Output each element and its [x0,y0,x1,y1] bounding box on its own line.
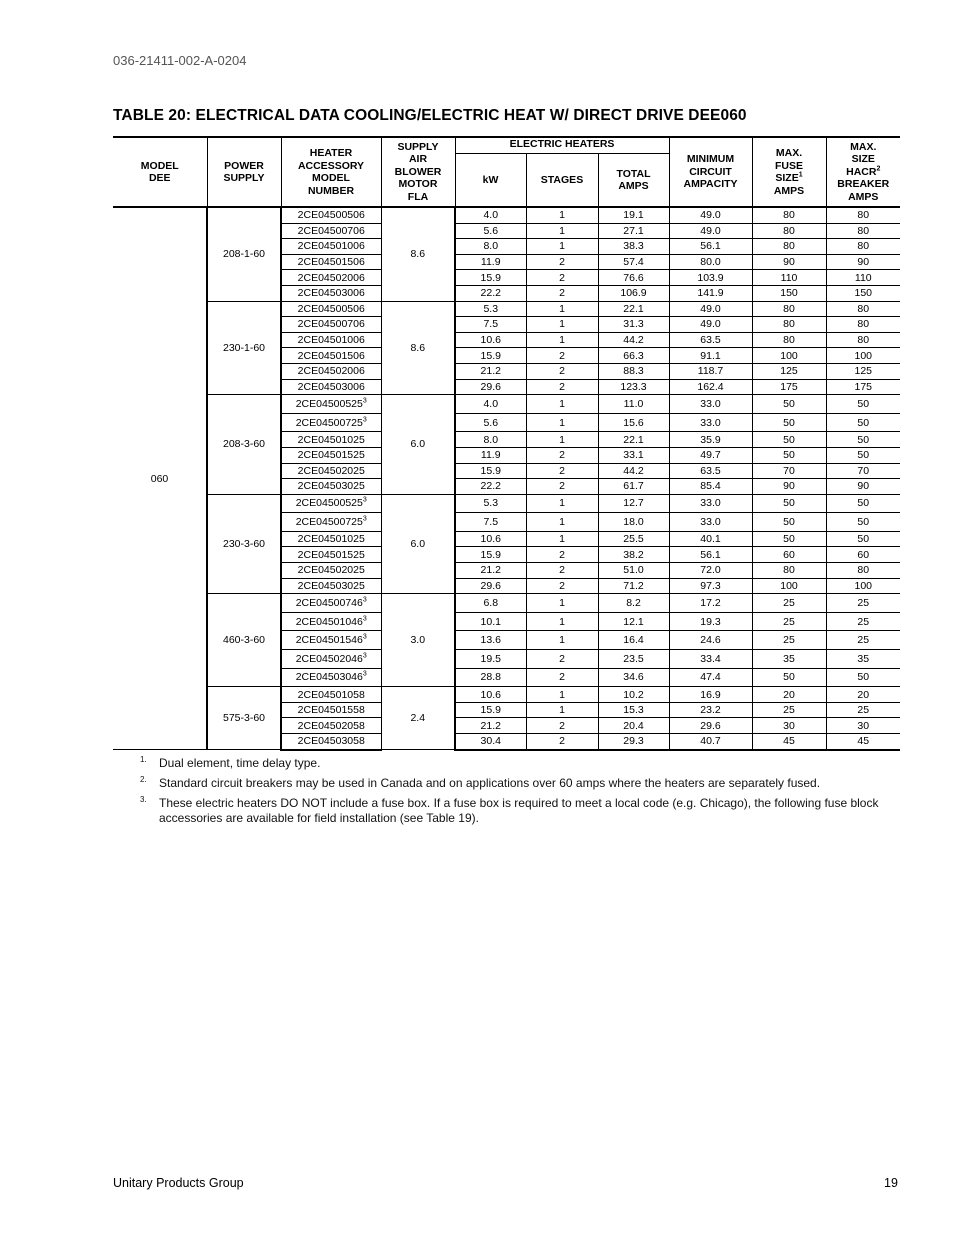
max-fuse-cell: 50 [752,668,826,687]
min-circuit-ampacity-cell: 80.0 [669,254,752,270]
min-circuit-ampacity-cell: 63.5 [669,332,752,348]
heater-model-cell: 2CE04503006 [281,379,381,395]
max-fuse-cell: 80 [752,563,826,579]
kw-cell: 21.2 [455,718,526,734]
min-circuit-ampacity-cell: 33.0 [669,494,752,513]
col-power-supply-header: POWER SUPPLY [207,137,281,207]
supply-fla-cell: 2.4 [381,687,455,750]
heater-model-cell: 2CE04501525 [281,547,381,563]
supply-fla-cell: 6.0 [381,395,455,495]
kw-cell: 22.2 [455,285,526,301]
max-hacr-cell: 80 [826,239,900,255]
table-row [113,687,900,703]
max-hacr-cell: 50 [826,531,900,547]
heater-model-cell: 2CE04501025 [281,531,381,547]
heater-model-cell: 2CE04502025 [281,463,381,479]
max-hacr-cell: 90 [826,479,900,495]
total-amps-cell: 51.0 [598,563,669,579]
total-amps-cell: 12.7 [598,494,669,513]
heater-model-cell: 2CE04501006 [281,239,381,255]
max-fuse-cell: 80 [752,317,826,333]
max-hacr-cell: 50 [826,668,900,687]
total-amps-cell: 57.4 [598,254,669,270]
stages-cell: 1 [526,332,598,348]
max-hacr-cell: 80 [826,563,900,579]
max-fuse-cell: 20 [752,687,826,703]
min-circuit-ampacity-cell: 35.9 [669,432,752,448]
page-number: 19 [884,1176,898,1190]
total-amps-cell: 10.2 [598,687,669,703]
heater-model-cell: 2CE04501046$^3$ [281,612,381,631]
supply-fla-cell: 8.6 [381,301,455,395]
min-circuit-ampacity-cell: 162.4 [669,379,752,395]
electrical-data-table-container [113,136,900,751]
stages-cell: 2 [526,363,598,379]
max-hacr-cell: 80 [826,223,900,239]
total-amps-cell: 19.1 [598,207,669,223]
total-amps-cell: 106.9 [598,285,669,301]
table-row [113,207,900,223]
total-amps-cell: 38.3 [598,239,669,255]
stages-cell: 1 [526,687,598,703]
max-hacr-cell: 50 [826,447,900,463]
heater-model-cell: 2CE04502025 [281,563,381,579]
stages-cell: 1 [526,513,598,532]
total-amps-cell: 34.6 [598,668,669,687]
stages-cell: 1 [526,223,598,239]
stages-cell: 2 [526,578,598,594]
max-hacr-cell: 25 [826,702,900,718]
heater-model-cell: 2CE04500746$^3$ [281,594,381,613]
total-amps-cell: 88.3 [598,363,669,379]
max-fuse-cell: 50 [752,413,826,432]
min-circuit-ampacity-cell: 49.0 [669,317,752,333]
footnotes [140,756,880,831]
kw-cell: 4.0 [455,207,526,223]
heater-model-cell: 2CE04501558 [281,702,381,718]
footer-company: Unitary Products Group [113,1176,244,1190]
heater-model-cell: 2CE04501058 [281,687,381,703]
supply-fla-cell: 8.6 [381,207,455,301]
power-supply-cell: 208-3-60 [207,395,281,495]
total-amps-cell: 12.1 [598,612,669,631]
kw-cell: 7.5 [455,317,526,333]
kw-cell: 15.9 [455,463,526,479]
min-circuit-ampacity-cell: 33.0 [669,413,752,432]
kw-cell: 10.6 [455,531,526,547]
col-max-fuse-header: MAX. FUSE SIZE$^1$ AMPS [752,137,826,207]
heater-model-cell: 2CE04501506 [281,254,381,270]
max-fuse-cell: 30 [752,718,826,734]
total-amps-cell: 33.1 [598,447,669,463]
total-amps-cell: 25.5 [598,531,669,547]
heater-model-cell: 2CE04500706 [281,317,381,333]
max-hacr-cell: 50 [826,432,900,448]
max-hacr-cell: 30 [826,718,900,734]
max-fuse-cell: 70 [752,463,826,479]
heater-model-cell: 2CE04501025 [281,432,381,448]
stages-cell: 1 [526,702,598,718]
stages-cell: 1 [526,432,598,448]
kw-cell: 11.9 [455,254,526,270]
heater-model-cell: 2CE04503058 [281,734,381,750]
max-fuse-cell: 60 [752,547,826,563]
max-fuse-cell: 80 [752,332,826,348]
kw-cell: 5.6 [455,413,526,432]
max-fuse-cell: 80 [752,239,826,255]
heater-model-cell: 2CE04501525 [281,447,381,463]
model-cell: 060 [113,207,207,750]
max-fuse-cell: 25 [752,612,826,631]
kw-cell: 19.5 [455,650,526,669]
col-stages-header: STAGES [526,154,598,208]
heater-model-cell: 2CE04500506 [281,301,381,317]
total-amps-cell: 22.1 [598,432,669,448]
kw-cell: 8.0 [455,432,526,448]
max-hacr-cell: 50 [826,395,900,414]
total-amps-cell: 20.4 [598,718,669,734]
stages-cell: 1 [526,594,598,613]
kw-cell: 15.9 [455,270,526,286]
heater-model-cell: 2CE04503046$^3$ [281,668,381,687]
stages-cell: 2 [526,734,598,750]
max-fuse-cell: 80 [752,207,826,223]
total-amps-cell: 44.2 [598,332,669,348]
min-circuit-ampacity-cell: 97.3 [669,578,752,594]
total-amps-cell: 16.4 [598,631,669,650]
max-fuse-cell: 175 [752,379,826,395]
min-circuit-ampacity-cell: 23.2 [669,702,752,718]
total-amps-cell: 71.2 [598,578,669,594]
supply-fla-cell: 3.0 [381,594,455,687]
col-max-hacr-header: MAX. SIZE HACR$^2$ BREAKER AMPS [826,137,900,207]
heater-model-cell: 2CE04500706 [281,223,381,239]
min-circuit-ampacity-cell: 33.0 [669,513,752,532]
document-id: 036-21411-002-A-0204 [113,53,247,68]
stages-cell: 2 [526,285,598,301]
heater-model-cell: 2CE04500506 [281,207,381,223]
kw-cell: 5.3 [455,301,526,317]
kw-cell: 10.6 [455,332,526,348]
total-amps-cell: 66.3 [598,348,669,364]
max-fuse-cell: 90 [752,254,826,270]
min-circuit-ampacity-cell: 49.0 [669,223,752,239]
kw-cell: 13.6 [455,631,526,650]
table-title: TABLE 20: ELECTRICAL DATA COOLING/ELECTRIC HEAT W/ DIRECT DRIVE DEE060 [113,107,747,124]
min-circuit-ampacity-cell: 17.2 [669,594,752,613]
stages-cell: 2 [526,479,598,495]
stages-cell: 2 [526,547,598,563]
stages-cell: 1 [526,612,598,631]
kw-cell: 15.9 [455,702,526,718]
heater-model-cell: 2CE04501546$^3$ [281,631,381,650]
max-fuse-cell: 25 [752,594,826,613]
stages-cell: 2 [526,718,598,734]
kw-cell: 8.0 [455,239,526,255]
kw-cell: 22.2 [455,479,526,495]
min-circuit-ampacity-cell: 91.1 [669,348,752,364]
footnote: 2. Standard circuit breakers may be used in Canada and on applications over 60 amps where the heaters are separately fused. [140,775,821,790]
min-circuit-ampacity-cell: 56.1 [669,547,752,563]
heater-model-cell: 2CE04501506 [281,348,381,364]
heater-model-cell: 2CE04503025 [281,479,381,495]
total-amps-cell: 44.2 [598,463,669,479]
electrical-data-table [113,136,900,751]
max-fuse-cell: 125 [752,363,826,379]
kw-cell: 21.2 [455,563,526,579]
max-hacr-cell: 90 [826,254,900,270]
max-hacr-cell: 80 [826,301,900,317]
max-fuse-cell: 50 [752,395,826,414]
max-fuse-cell: 45 [752,734,826,750]
total-amps-cell: 22.1 [598,301,669,317]
min-circuit-ampacity-cell: 85.4 [669,479,752,495]
min-circuit-ampacity-cell: 40.7 [669,734,752,750]
total-amps-cell: 8.2 [598,594,669,613]
kw-cell: 4.0 [455,395,526,414]
table-body [113,207,900,750]
max-fuse-cell: 50 [752,513,826,532]
max-fuse-cell: 100 [752,348,826,364]
max-fuse-cell: 35 [752,650,826,669]
min-circuit-ampacity-cell: 141.9 [669,285,752,301]
heater-model-cell: 2CE04500525$^3$ [281,395,381,414]
total-amps-cell: 18.0 [598,513,669,532]
col-model-header: MODEL DEE [113,137,207,207]
max-hacr-cell: 50 [826,413,900,432]
stages-cell: 2 [526,563,598,579]
kw-cell: 7.5 [455,513,526,532]
max-hacr-cell: 45 [826,734,900,750]
max-hacr-cell: 25 [826,612,900,631]
min-circuit-ampacity-cell: 63.5 [669,463,752,479]
col-total-amps-header: TOTAL AMPS [598,154,669,208]
stages-cell: 2 [526,270,598,286]
table-row [113,301,900,317]
heater-model-cell: 2CE04502006 [281,270,381,286]
total-amps-cell: 15.3 [598,702,669,718]
kw-cell: 5.3 [455,494,526,513]
min-circuit-ampacity-cell: 103.9 [669,270,752,286]
table-row [113,594,900,613]
min-circuit-ampacity-cell: 33.0 [669,395,752,414]
kw-cell: 10.1 [455,612,526,631]
stages-cell: 2 [526,463,598,479]
max-hacr-cell: 110 [826,270,900,286]
kw-cell: 11.9 [455,447,526,463]
max-fuse-cell: 90 [752,479,826,495]
kw-cell: 29.6 [455,379,526,395]
max-fuse-cell: 80 [752,223,826,239]
max-fuse-cell: 25 [752,631,826,650]
min-circuit-ampacity-cell: 24.6 [669,631,752,650]
max-fuse-cell: 100 [752,578,826,594]
min-circuit-ampacity-cell: 47.4 [669,668,752,687]
stages-cell: 2 [526,447,598,463]
max-fuse-cell: 50 [752,447,826,463]
heater-model-cell: 2CE04503006 [281,285,381,301]
kw-cell: 28.8 [455,668,526,687]
table-row [113,395,900,414]
max-fuse-cell: 50 [752,494,826,513]
min-circuit-ampacity-cell: 49.0 [669,207,752,223]
heater-model-cell: 2CE04502006 [281,363,381,379]
total-amps-cell: 61.7 [598,479,669,495]
heater-model-cell: 2CE04503025 [281,578,381,594]
max-hacr-cell: 100 [826,578,900,594]
total-amps-cell: 38.2 [598,547,669,563]
total-amps-cell: 76.6 [598,270,669,286]
stages-cell: 1 [526,631,598,650]
power-supply-cell: 575-3-60 [207,687,281,750]
kw-cell: 6.8 [455,594,526,613]
max-hacr-cell: 60 [826,547,900,563]
heater-model-cell: 2CE04501006 [281,332,381,348]
heater-model-cell: 2CE04500725$^3$ [281,413,381,432]
min-circuit-ampacity-cell: 33.4 [669,650,752,669]
col-min-circuit-ampacity-header: MINIMUM CIRCUIT AMPACITY [669,137,752,207]
max-hacr-cell: 20 [826,687,900,703]
min-circuit-ampacity-cell: 56.1 [669,239,752,255]
col-electric-heaters-header: ELECTRIC HEATERS [455,137,669,154]
stages-cell: 1 [526,531,598,547]
col-heater-model-header: HEATER ACCESSORY MODEL NUMBER [281,137,381,207]
min-circuit-ampacity-cell: 72.0 [669,563,752,579]
stages-cell: 1 [526,494,598,513]
total-amps-cell: 23.5 [598,650,669,669]
stages-cell: 2 [526,650,598,669]
min-circuit-ampacity-cell: 49.7 [669,447,752,463]
heater-model-cell: 2CE04502058 [281,718,381,734]
kw-cell: 10.6 [455,687,526,703]
min-circuit-ampacity-cell: 49.0 [669,301,752,317]
total-amps-cell: 15.6 [598,413,669,432]
max-fuse-cell: 150 [752,285,826,301]
max-hacr-cell: 80 [826,317,900,333]
max-hacr-cell: 100 [826,348,900,364]
max-hacr-cell: 50 [826,494,900,513]
max-hacr-cell: 125 [826,363,900,379]
table-row [113,494,900,513]
total-amps-cell: 29.3 [598,734,669,750]
max-hacr-cell: 70 [826,463,900,479]
total-amps-cell: 11.0 [598,395,669,414]
max-hacr-cell: 80 [826,207,900,223]
power-supply-cell: 460-3-60 [207,594,281,687]
max-hacr-cell: 25 [826,594,900,613]
col-kw-header: kW [455,154,526,208]
stages-cell: 1 [526,317,598,333]
max-fuse-cell: 50 [752,531,826,547]
supply-fla-cell: 6.0 [381,494,455,594]
max-hacr-cell: 35 [826,650,900,669]
stages-cell: 2 [526,348,598,364]
total-amps-cell: 31.3 [598,317,669,333]
max-hacr-cell: 50 [826,513,900,532]
min-circuit-ampacity-cell: 29.6 [669,718,752,734]
table-header [113,137,900,207]
kw-cell: 15.9 [455,348,526,364]
stages-cell: 2 [526,254,598,270]
max-hacr-cell: 150 [826,285,900,301]
stages-cell: 1 [526,395,598,414]
stages-cell: 2 [526,668,598,687]
total-amps-cell: 27.1 [598,223,669,239]
kw-cell: 21.2 [455,363,526,379]
max-hacr-cell: 175 [826,379,900,395]
power-supply-cell: 230-3-60 [207,494,281,594]
max-fuse-cell: 110 [752,270,826,286]
min-circuit-ampacity-cell: 16.9 [669,687,752,703]
max-fuse-cell: 50 [752,432,826,448]
kw-cell: 30.4 [455,734,526,750]
min-circuit-ampacity-cell: 118.7 [669,363,752,379]
power-supply-cell: 208-1-60 [207,207,281,301]
min-circuit-ampacity-cell: 19.3 [669,612,752,631]
kw-cell: 15.9 [455,547,526,563]
footnote: 1. Dual element, time delay type. [140,755,321,770]
kw-cell: 5.6 [455,223,526,239]
footnote: 3. These electric heaters DO NOT include a fuse box. If a fuse box is required to meet a local code (e.g. Chicago), the following fuse block accessories are available for field installation (see Table 19). [140,795,879,825]
stages-cell: 1 [526,413,598,432]
max-fuse-cell: 80 [752,301,826,317]
heater-model-cell: 2CE04500725$^3$ [281,513,381,532]
total-amps-cell: 123.3 [598,379,669,395]
col-supply-fla-header: SUPPLY AIR BLOWER MOTOR FLA [381,137,455,207]
min-circuit-ampacity-cell: 40.1 [669,531,752,547]
power-supply-cell: 230-1-60 [207,301,281,395]
stages-cell: 1 [526,207,598,223]
max-hacr-cell: 25 [826,631,900,650]
stages-cell: 1 [526,301,598,317]
stages-cell: 2 [526,379,598,395]
heater-model-cell: 2CE04502046$^3$ [281,650,381,669]
stages-cell: 1 [526,239,598,255]
kw-cell: 29.6 [455,578,526,594]
max-fuse-cell: 25 [752,702,826,718]
max-hacr-cell: 80 [826,332,900,348]
heater-model-cell: 2CE04500525$^3$ [281,494,381,513]
